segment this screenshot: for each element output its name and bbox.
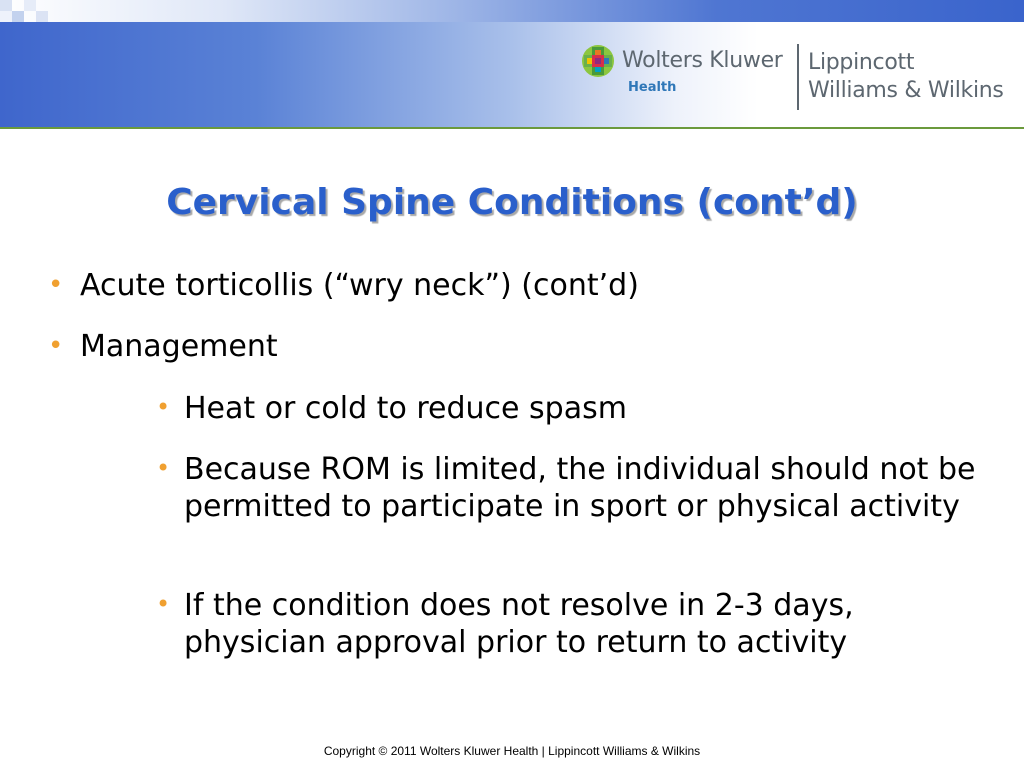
bullet-text: If the condition does not resolve in 2-3 days, physician approval prior to return to activity	[184, 588, 854, 660]
bullet-item	[48, 268, 980, 304]
decor-square	[24, 0, 36, 11]
bullet-dot-icon: •	[48, 270, 64, 300]
bullet-item	[48, 329, 980, 365]
header-divider-line	[0, 127, 1024, 129]
publisher-logo	[578, 44, 1024, 114]
copyright-footer: Copyright © 2011 Wolters Kluwer Health | Lippincott Williams & Wilkins	[323, 744, 701, 758]
bullet-text: Because ROM is limited, the individual should not be permitted to participate in sport or physical activity	[184, 452, 976, 524]
decor-square	[12, 11, 24, 22]
sub-bullet-item	[156, 451, 984, 525]
logo-division-name: Health	[628, 80, 677, 95]
logo-imprint-line2: Williams & Wilkins	[808, 78, 1004, 103]
decor-square	[0, 0, 12, 11]
bullet-text: Management	[80, 329, 278, 364]
logo-imprint-line1: Lippincott	[808, 50, 915, 75]
bullet-text: Heat or cold to reduce spasm	[184, 391, 627, 426]
bullet-dot-icon: •	[156, 454, 171, 482]
bullet-dot-icon: •	[156, 393, 171, 421]
logo-company-name: Wolters Kluwer	[622, 48, 783, 73]
bullet-text: Acute torticollis (“wry neck”) (cont’d)	[80, 268, 639, 303]
wolters-kluwer-globe-icon	[581, 44, 615, 78]
bullet-dot-icon: •	[156, 590, 171, 618]
bullet-dot-icon: •	[48, 331, 64, 361]
slide-title: Cervical Spine Conditions (cont’d)	[166, 182, 858, 223]
sub-bullet-item	[156, 587, 984, 661]
header-top-strip	[0, 0, 1024, 22]
decor-square	[36, 11, 48, 22]
sub-bullet-item	[156, 390, 984, 427]
decor-square	[0, 11, 12, 22]
logo-divider	[797, 44, 799, 110]
